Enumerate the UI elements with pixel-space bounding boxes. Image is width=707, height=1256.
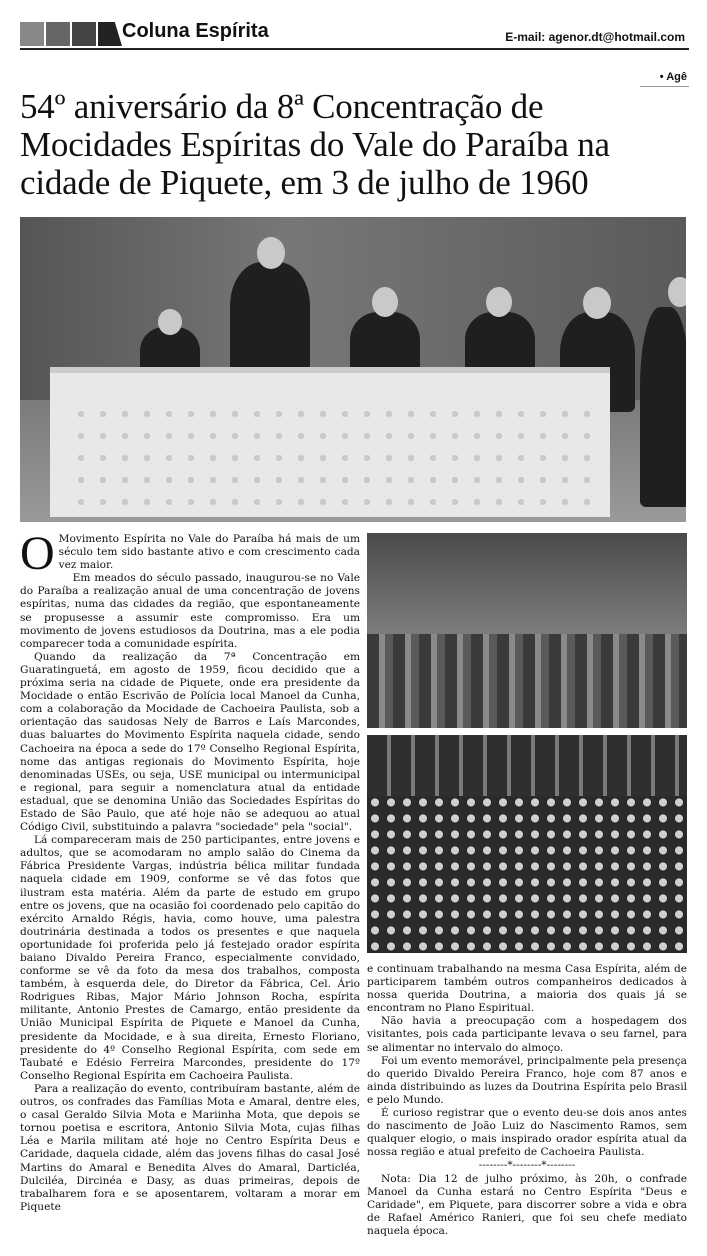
photo-head (583, 287, 611, 319)
header-block-3 (72, 22, 96, 46)
photo-figure (230, 262, 310, 372)
photo-head (372, 287, 398, 317)
article-paragraph: Em meados do século passado, inaugurou-se no Vale do Paraíba a realização anual de uma concentração de jovens espíritas, numa das cidades da região, que espontaneamente se propusesse a assumir este compromisso. Era um movimento de jovens estudiosos da Doutrina, mas a ele podia comparecer toda a comunidade espírita. (20, 572, 360, 650)
article-paragraph (20, 527, 360, 580)
header-block-4 (98, 22, 122, 46)
drop-cap: O (20, 527, 55, 580)
article-headline: 54º aniversário da 8ª Concentração de Mocidades Espíritas do Vale do Paraíba na cidade de Piquete, em 3 de julho de 1960 (20, 87, 610, 202)
article-paragraph: e continuam trabalhando na mesma Casa Espírita, além de participarem também outros companheiros dedicados à nossa querida Doutrina, a maioria dos quais já se encontram no Plano Espiritual. (367, 963, 687, 1015)
photo-tablecloth (50, 367, 610, 517)
contact-email: E-mail: agenor.dt@hotmail.com (505, 30, 685, 44)
photo-audience-hall (367, 735, 687, 953)
article-column-right (367, 963, 687, 1238)
photo-audience-rows (367, 634, 687, 728)
article-paragraph: Lá compareceram mais de 250 participantes, entre jovens e adultos, que se acomodaram no amplo salão do Cinema da Fábrica Presidente Vargas, indústria bélica militar fundada naquela cidade em 1909, conforme se vê das fotos que ilustram esta matéria. Além da parte de estudo em grupo entre os jovens, que na ocasião foi coordenado pelo capitão do exército Arnaldo Régis, havia, como houve, uma palestra doutrinária destinada a todos os presentes e que naquela oportunidade foi proferida pelo já festejado orador espírita baiano Divaldo Pereira Franco, especialmente convidado, conforme se vê da foto da mesa dos trabalhos, composta também, à esquerda dele, do Diretor da Fábrica, Cel. Ário Rodrigues Ribas, Major Mário Johnson Rocha, espírita militante, Antonio Prestes de Camargo, então presidente da União Municipal Espírita de Piquete e Manoel da Cunha, presidente da Mocidade, e à sua direita, Ernesto Floriano, presidente do 4º Conselho Regional Espírita, com sede em Taubaté e Edésio Ferreira Marcondes, presidente do 17º Conselho Regional Espírita em Cachoeira Paulista. (20, 834, 360, 1082)
article-paragraph-text: Movimento Espírita no Vale do Paraíba há mais de um século tem sido bastante ativo e com crescimento cada vez maior. (58, 533, 360, 572)
page-header (0, 0, 707, 70)
section-title: Coluna Espírita (122, 20, 269, 42)
photo-crowd (367, 796, 687, 953)
tag-rule (640, 86, 689, 87)
article-paragraph: É curioso registrar que o evento deu-se dois anos antes do nascimento de João Luiz do Nascimento Ramos, sem qualquer elogio, o mais inspirado orador espírita atual da nossa região e atual prefeito de Cachoeira Paulista. (367, 1107, 687, 1159)
header-block-2 (46, 22, 70, 46)
article-paragraph: Foi um evento memorável, principalmente pela presença do querido Divaldo Pereira Franco, hoje com 87 anos e ainda distribuindo as luzes da Doutrina Espírita pelo Brasil e pelo Mundo. (367, 1054, 687, 1106)
article-note: Nota: Dia 12 de julho próximo, às 20h, o confrade Manoel da Cunha estará no Centro Espírita "Deus e Caridade", em Piquete, para discorrer sobre a vida e obra de Rafael Américo Ranieri, que foi seu chefe mediato naquela época. (367, 1172, 687, 1237)
header-block-1 (20, 22, 44, 46)
article-column-left (20, 527, 360, 1214)
article-paragraph: Quando da realização da 7ª Concentração em Guaratinguetá, em agosto de 1959, ficou decidido que a próxima seria na cidade de Piquete, onde era presidente da Mocidade o então Escrivão de Polícia local Manoel da Cunha, com a colaboração da Mocidade de Cachoeira Paulista, sob a orientação das saudosas Nely de Barros e Laís Marcondes, duas baluartes do Movimento Espírita naquela cidade, sendo Cachoeira na época a sede do 17º Conselho Regional Espírita, nome das antigas regionais do Movimento Espírita, hoje denominadas USEs, ou seja, USE municipal ou intermunicipal e regional, para seguir a nomenclatura atual da entidade estadual, que se denomina União das Sociedades Espíritas do Estado de São Paulo, que até hoje não se adequou ao atual Código Civil, substituindo a palavra "sociedade" pela "social". (20, 650, 360, 834)
photo-head (668, 277, 686, 307)
photo-hall-back (367, 735, 687, 796)
photo-head (486, 287, 512, 317)
separator: --------*--------*-------- (478, 1159, 576, 1172)
main-photo-head-table (20, 217, 686, 522)
article-paragraph: Para a realização do evento, contribuíram bastante, além de outros, os confrades das Famílias Mota e Amaral, dentre eles, o casal Geraldo Silvia Mota e Mariinha Mota, que depois se tornou poetisa e escritora, Antonio Silvia Mota, cujas filhas Léa e Marila militam até hoje no Centro Espírita Deus e Caridade, daquela cidade, além das jovens filhas do casal José Martins do Amaral e Benedita Alves do Amaral, Darticléa, Dulciléa, Dircinéa e Dasy, as duas primeiras, depois de trabalharem fora e se aposentarem, voltaram a morar em Piquete (20, 1082, 360, 1213)
photo-stage-group (367, 533, 687, 728)
author-tag: • Agê (659, 71, 687, 83)
photo-head (158, 309, 182, 335)
photo-figure (640, 307, 686, 507)
photo-head (257, 237, 285, 269)
header-decorative-blocks (20, 22, 122, 46)
article-paragraph: Não havia a preocupação com a hospedagem dos visitantes, pois cada participante levava o seu farnel, para se alimentar no intervalo do almoço. (367, 1015, 687, 1054)
photo-stage (367, 533, 687, 634)
header-rule (20, 48, 689, 50)
